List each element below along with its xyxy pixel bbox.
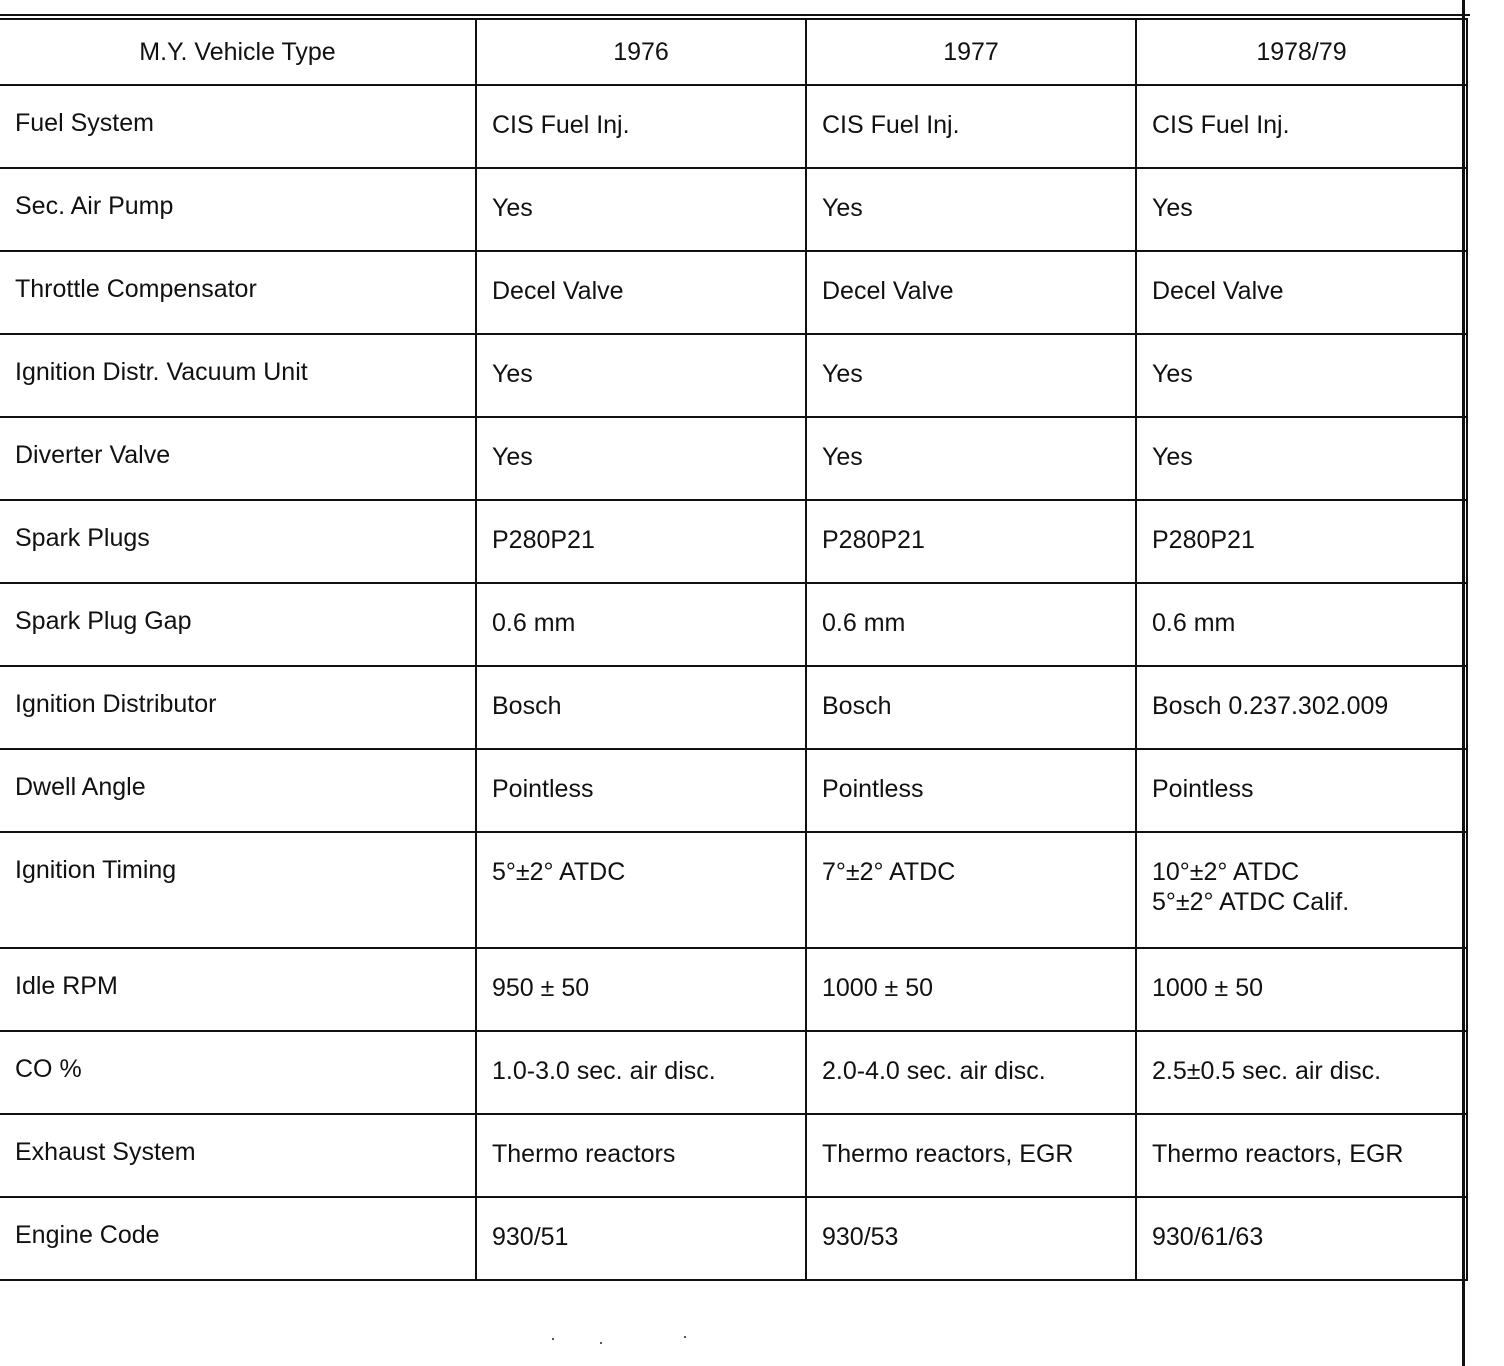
cell-1977-container [806, 417, 1136, 500]
cell-1976-container [476, 583, 806, 666]
cell-1977: 930/53 [822, 1223, 899, 1251]
cell-1978-79-container [1136, 1031, 1467, 1114]
cell-1976: 1.0-3.0 sec. air disc. [492, 1057, 716, 1085]
cell-1977-container [806, 168, 1136, 251]
cell-1978-79: 1000 ± 50 [1152, 974, 1264, 1002]
top-border-line [0, 14, 1470, 16]
table-row [0, 948, 1467, 1031]
scan-speck [552, 1338, 554, 1340]
row-label: Exhaust System [15, 1138, 196, 1166]
cell-1978-79-container [1136, 251, 1467, 334]
cell-1978-79-container [1136, 1197, 1467, 1280]
row-label-container [0, 1197, 476, 1280]
row-label-container [0, 251, 476, 334]
row-label-container [0, 1031, 476, 1114]
cell-1978-79: Yes [1152, 443, 1193, 471]
emission-spec-table [0, 18, 1468, 1281]
cell-1976: Decel Valve [492, 277, 624, 305]
table-row [0, 1031, 1467, 1114]
cell-1977: 2.0-4.0 sec. air disc. [822, 1057, 1046, 1085]
cell-1978-79-container [1136, 832, 1467, 948]
cell-1977-container [806, 583, 1136, 666]
cell-1977: P280P21 [822, 526, 925, 554]
row-label: Sec. Air Pump [15, 192, 174, 220]
cell-1976-container [476, 85, 806, 168]
cell-1976: P280P21 [492, 526, 595, 554]
cell-1976: 930/51 [492, 1223, 569, 1251]
table-row [0, 417, 1467, 500]
row-label-container [0, 168, 476, 251]
cell-1977: Yes [822, 194, 863, 222]
cell-1978-79: Thermo reactors, EGR [1152, 1140, 1404, 1168]
cell-1978-79: 930/61/63 [1152, 1223, 1264, 1251]
table-row [0, 85, 1467, 168]
row-label-container [0, 948, 476, 1031]
cell-1978-79: Yes [1152, 194, 1193, 222]
cell-1977-container [806, 334, 1136, 417]
table-row [0, 749, 1467, 832]
cell-1976: Yes [492, 443, 533, 471]
header-vehicle-type: M.Y. Vehicle Type [0, 19, 476, 85]
row-label: Ignition Timing [15, 856, 177, 884]
table-row [0, 500, 1467, 583]
cell-1978-79: 2.5±0.5 sec. air disc. [1152, 1057, 1382, 1085]
cell-1976: Yes [492, 194, 533, 222]
cell-1977: Decel Valve [822, 277, 954, 305]
cell-1978-79: Yes [1152, 360, 1193, 388]
cell-1978-79-container [1136, 168, 1467, 251]
cell-1978-79: Decel Valve [1152, 277, 1284, 305]
cell-1976: Pointless [492, 775, 594, 803]
cell-1976-container [476, 334, 806, 417]
cell-1978-79-container [1136, 1114, 1467, 1197]
cell-1977: Yes [822, 443, 863, 471]
cell-1976-container [476, 948, 806, 1031]
cell-1977: Thermo reactors, EGR [822, 1140, 1074, 1168]
cell-1976-container [476, 749, 806, 832]
cell-1977-container [806, 832, 1136, 948]
table-row [0, 832, 1467, 948]
cell-1977: 0.6 mm [822, 609, 906, 637]
row-label: Spark Plugs [15, 524, 150, 552]
header-year-1977: 1977 [806, 19, 1136, 85]
cell-1977-container [806, 251, 1136, 334]
cell-1978-79: Bosch 0.237.302.009 [1152, 692, 1389, 720]
cell-1978-79-container [1136, 417, 1467, 500]
cell-1977-container [806, 948, 1136, 1031]
table-row [0, 334, 1467, 417]
cell-1976: Yes [492, 360, 533, 388]
row-label: Idle RPM [15, 972, 118, 1000]
cell-1977: Yes [822, 360, 863, 388]
cell-1978-79: 0.6 mm [1152, 609, 1236, 637]
cell-1976-container [476, 1114, 806, 1197]
cell-1978-79: CIS Fuel Inj. [1152, 111, 1290, 139]
row-label-container [0, 417, 476, 500]
cell-1977-container [806, 666, 1136, 749]
row-label: Ignition Distributor [15, 690, 217, 718]
cell-1976-container [476, 168, 806, 251]
row-label: Spark Plug Gap [15, 607, 192, 635]
cell-1978-79-container [1136, 749, 1467, 832]
cell-1977: 1000 ± 50 [822, 974, 934, 1002]
cell-1976: Bosch [492, 692, 562, 720]
header-year-1978-79: 1978/79 [1136, 19, 1467, 85]
cell-1976: CIS Fuel Inj. [492, 111, 630, 139]
cell-1976-container [476, 500, 806, 583]
row-label-container [0, 832, 476, 948]
cell-1978-79: 10°±2° ATDC 5°±2° ATDC Calif. [1152, 858, 1350, 916]
header-year-1976: 1976 [476, 19, 806, 85]
cell-1978-79-container [1136, 334, 1467, 417]
cell-1976: Thermo reactors [492, 1140, 676, 1168]
row-label-container [0, 666, 476, 749]
cell-1978-79-container [1136, 500, 1467, 583]
cell-1978-79-container [1136, 583, 1467, 666]
cell-1976-container [476, 1197, 806, 1280]
cell-1976-container [476, 417, 806, 500]
row-label-container [0, 85, 476, 168]
header-row [0, 19, 1467, 85]
cell-1976: 5°±2° ATDC [492, 858, 626, 886]
cell-1978-79-container [1136, 948, 1467, 1031]
table-body [0, 85, 1467, 1280]
row-label: Dwell Angle [15, 773, 146, 801]
cell-1977-container [806, 500, 1136, 583]
row-label: Engine Code [15, 1221, 160, 1249]
cell-1977: Bosch [822, 692, 892, 720]
cell-1977-container [806, 749, 1136, 832]
cell-1977: Pointless [822, 775, 924, 803]
cell-1978-79-container [1136, 666, 1467, 749]
cell-1976: 950 ± 50 [492, 974, 590, 1002]
row-label: Fuel System [15, 109, 154, 137]
cell-1976: 0.6 mm [492, 609, 576, 637]
cell-1977-container [806, 85, 1136, 168]
scan-speck [600, 1342, 602, 1344]
cell-1978-79-container [1136, 85, 1467, 168]
row-label: Diverter Valve [15, 441, 171, 469]
table-row [0, 1197, 1467, 1280]
row-label-container [0, 334, 476, 417]
row-label-container [0, 583, 476, 666]
row-label: Ignition Distr. Vacuum Unit [15, 358, 308, 386]
row-label: Throttle Compensator [15, 275, 257, 303]
row-label-container [0, 1114, 476, 1197]
cell-1977: 7°±2° ATDC [822, 858, 956, 886]
scan-speck [684, 1336, 686, 1338]
cell-1978-79: Pointless [1152, 775, 1254, 803]
cell-1977-container [806, 1114, 1136, 1197]
row-label-container [0, 749, 476, 832]
table-row [0, 666, 1467, 749]
cell-1977-container [806, 1197, 1136, 1280]
cell-1976-container [476, 832, 806, 948]
cell-1977: CIS Fuel Inj. [822, 111, 960, 139]
cell-1978-79: P280P21 [1152, 526, 1255, 554]
row-label-container [0, 500, 476, 583]
table-row [0, 251, 1467, 334]
row-label: CO % [15, 1055, 82, 1083]
cell-1976-container [476, 1031, 806, 1114]
cell-1977-container [806, 1031, 1136, 1114]
table-row [0, 583, 1467, 666]
table-row [0, 168, 1467, 251]
table-row [0, 1114, 1467, 1197]
cell-1976-container [476, 666, 806, 749]
cell-1976-container [476, 251, 806, 334]
